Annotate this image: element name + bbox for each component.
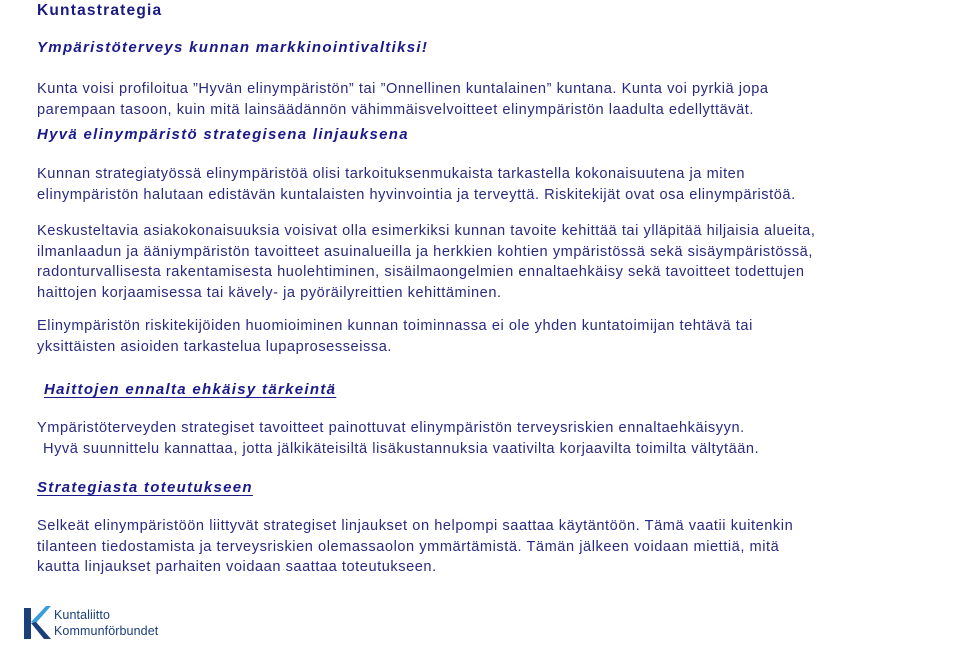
kuntaliitto-k-logo-icon bbox=[22, 604, 52, 642]
paragraph-line: Selkeät elinympäristöön liittyvät strategiset linjaukset on helpompi saattaa käytäntöön. Tämä vaatii kuitenkin bbox=[37, 518, 794, 534]
paragraph-line: Kunnan strategiatyössä elinympäristöä olisi tarkoituksenmukaista tarkastella kokonaisuutena ja miten bbox=[37, 166, 746, 182]
heading-implementation: Strategiasta toteutukseen bbox=[37, 479, 253, 496]
heading-strategic-policy: Hyvä elinympäristö strategisena linjauksena bbox=[37, 126, 409, 143]
heading-prevention: Haittojen ennalta ehkäisy tärkeintä bbox=[44, 381, 337, 398]
paragraph-profile bbox=[37, 79, 769, 120]
logo-line-fi: Kuntaliitto bbox=[54, 608, 110, 622]
paragraph-line: elinympäristön halutaan edistävän kuntalaisten hyvinvointia ja terveyttä. Riskitekijät ovat osa elinympäristöä. bbox=[37, 186, 796, 203]
paragraph-line: Kunta voisi profiloitua ”Hyvän elinympäristön” tai ”Onnellinen kuntalainen” kuntana. Kunta voi pyrkiä jopa bbox=[37, 81, 769, 97]
kuntaliitto-logo bbox=[22, 604, 222, 644]
paragraph-line: yksittäisten asioiden tarkastelua lupaprosesseissa. bbox=[37, 338, 392, 355]
paragraph-line: Keskusteltavia asiakokonaisuuksia voisivat olla esimerkiksi kunnan tavoite kehittää tai ylläpitää hiljaisia alueita, bbox=[37, 223, 816, 239]
paragraph-risk-factors bbox=[37, 316, 753, 357]
paragraph-line: ilmanlaadun ja ääniympäristön tavoitteet asuinalueilla ja herkkien kohtien ympäristössä sekä sisäympäristössä, bbox=[37, 243, 813, 260]
paragraph-line: Ympäristöterveyden strategiset tavoitteet painottuvat elinympäristön terveysriskien ennaltaehkäisyyn. bbox=[37, 420, 745, 436]
paragraph-line: parempaan tasoon, kuin mitä lainsäädännön vähimmäisvelvoitteet elinympäristön laadulta edellyttävät. bbox=[37, 101, 754, 118]
paragraph-line: Hyvä suunnittelu kannattaa, jotta jälkikäteisiltä lisäkustannuksia vaativilta korjaavilta toimilta vältytään. bbox=[43, 440, 760, 457]
paragraph-implementation bbox=[37, 516, 793, 578]
paragraph-prevention bbox=[37, 418, 759, 459]
paragraph-line: radonturvallisesta rakentamisesta huolehtiminen, sisäilmaongelmien ennaltaehkäisy sekä tavoitteet todettujen bbox=[37, 264, 805, 280]
page-title: Kuntastrategia bbox=[37, 2, 163, 19]
paragraph-discussion-topics bbox=[37, 221, 815, 303]
logo-wordmark bbox=[54, 607, 158, 639]
paragraph-line: tilanteen tiedostamista ja terveysriskien olemassaolon ymmärtämistä. Tämän jälkeen voidaan miettiä, mitä bbox=[37, 538, 780, 555]
paragraph-line: Elinympäristön riskitekijöiden huomioiminen kunnan toiminnassa ei ole yhden kuntatoimijan tehtävä tai bbox=[37, 318, 753, 334]
paragraph-strategy-work bbox=[37, 164, 796, 205]
paragraph-line: kautta linjaukset parhaiten voidaan saattaa toteutukseen. bbox=[37, 559, 437, 575]
paragraph-line: haittojen korjaamisessa tai kävely- ja pyöräilyreittien kehittäminen. bbox=[37, 284, 502, 301]
logo-line-sv: Kommunförbundet bbox=[54, 624, 159, 638]
heading-marketing: Ympäristöterveys kunnan markkinointivaltiksi! bbox=[37, 39, 429, 56]
